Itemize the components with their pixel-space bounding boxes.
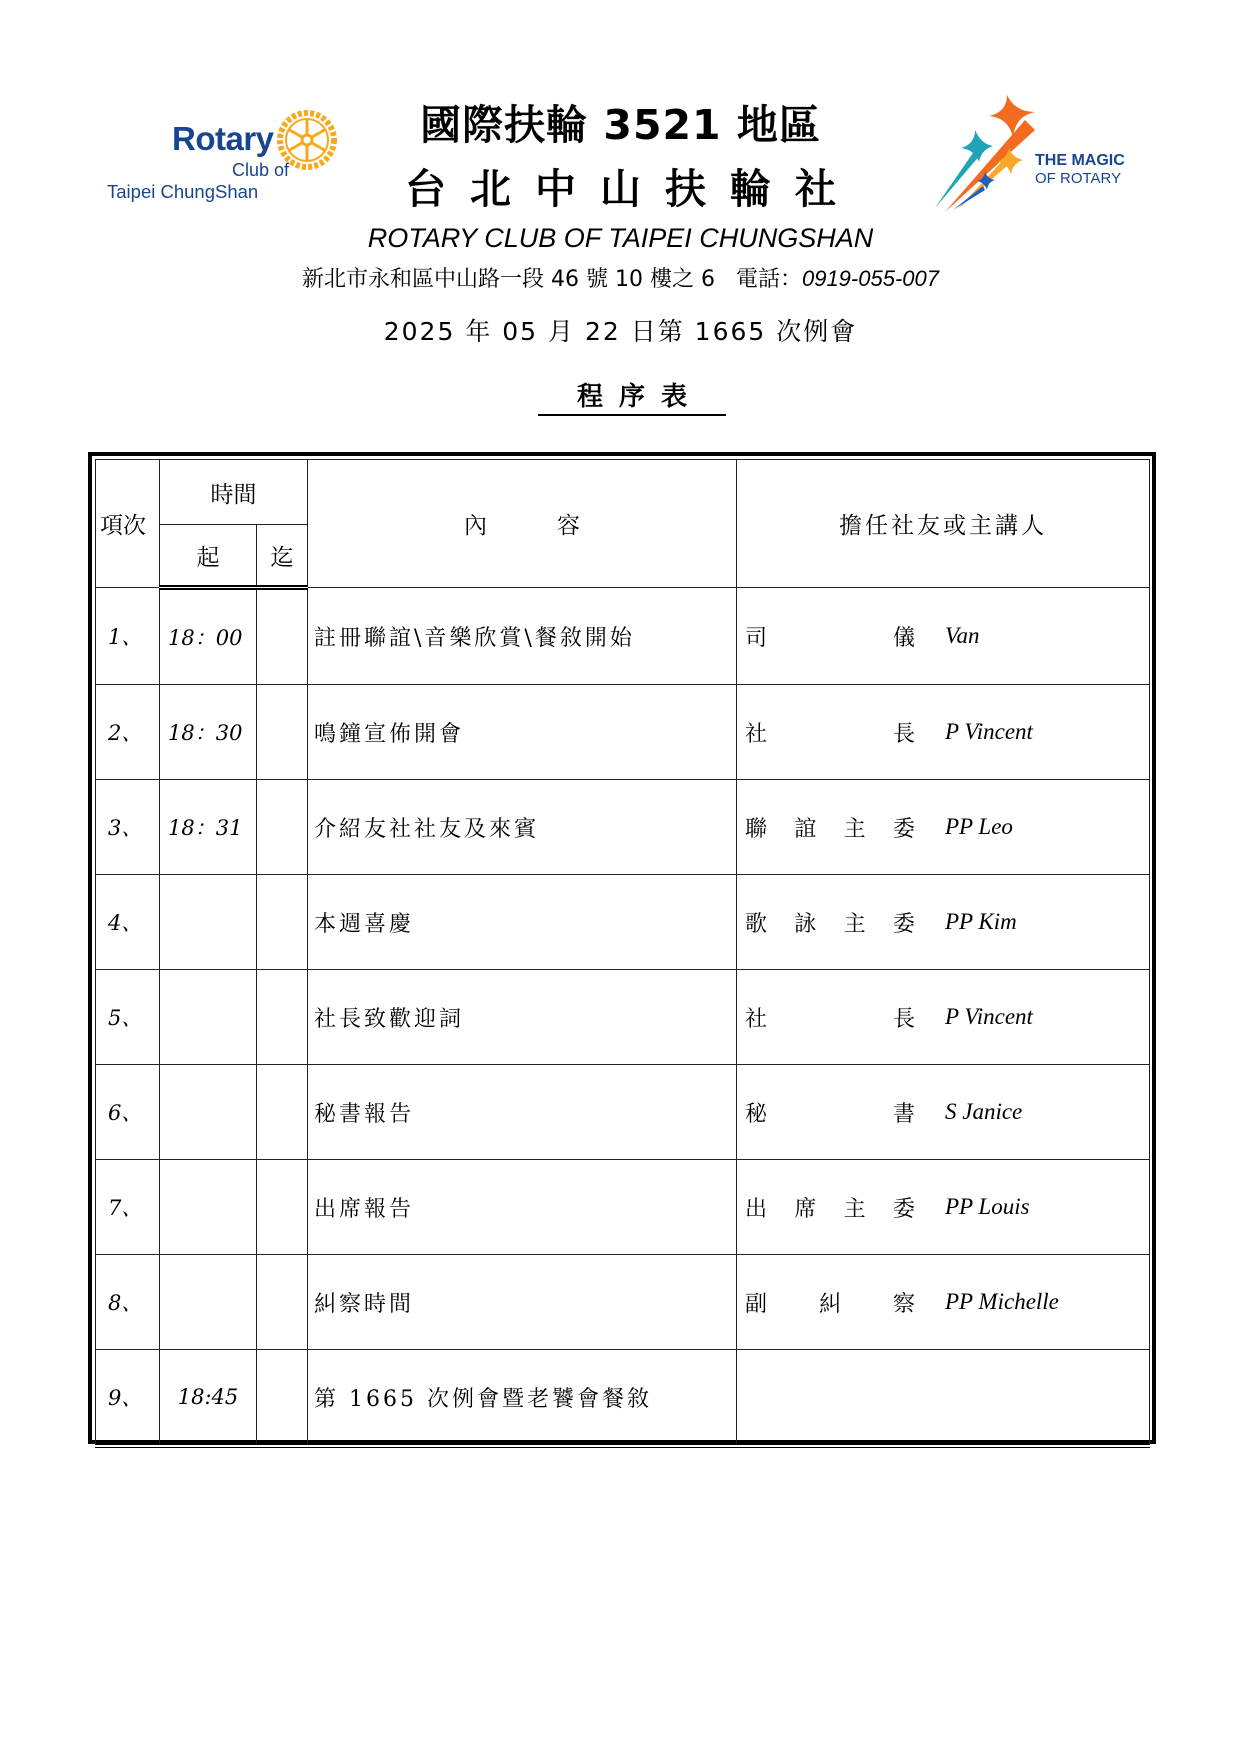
role-title-char: 委 xyxy=(892,911,915,937)
role-title-char: 出 xyxy=(745,1196,768,1222)
item-number: 9、 xyxy=(96,1350,160,1447)
phone-label: 電話： xyxy=(735,267,802,292)
item-number: 2、 xyxy=(96,685,160,780)
address-line xyxy=(0,262,1241,293)
role-title-char: 糾 xyxy=(818,1291,841,1317)
role-cell xyxy=(737,588,1150,685)
table-row xyxy=(96,970,1150,1065)
role-cell xyxy=(737,1065,1150,1160)
program-table xyxy=(95,459,1150,1448)
role-title-char: 書 xyxy=(892,1101,915,1127)
member-name: PP Louis xyxy=(945,1194,1030,1219)
role-title-char: 主 xyxy=(843,816,866,842)
table-row xyxy=(96,685,1150,780)
start-time xyxy=(160,1160,257,1255)
item-number: 7、 xyxy=(96,1160,160,1255)
role-title-char: 主 xyxy=(843,1196,866,1222)
end-time xyxy=(257,875,308,970)
role-title-char: 席 xyxy=(794,1196,817,1222)
item-number: 6、 xyxy=(96,1065,160,1160)
start-time xyxy=(160,970,257,1065)
club-title-english: ROTARY CLUB OF TAIPEI CHUNGSHAN xyxy=(367,223,874,253)
role-box xyxy=(745,621,1149,652)
role-box xyxy=(745,1002,1149,1033)
role-title-char: 長 xyxy=(892,721,915,747)
role-title xyxy=(745,1097,915,1128)
address: 新北市永和區中山路一段 46 號 10 樓之 6 xyxy=(302,267,715,292)
member-name: PP Kim xyxy=(945,909,1017,934)
table-row xyxy=(96,780,1150,875)
role-box xyxy=(745,717,1149,748)
role-cell xyxy=(737,970,1150,1065)
start-time: 18:45 xyxy=(160,1350,257,1447)
role-box xyxy=(745,1097,1149,1128)
member-name: P Vincent xyxy=(945,719,1033,744)
role-title-char: 主 xyxy=(843,911,866,937)
start-time: 18：00 xyxy=(160,588,257,685)
agenda-content: 糾察時間 xyxy=(308,1255,737,1350)
logo-magic-line2: OF ROTARY xyxy=(1035,170,1122,187)
end-time xyxy=(257,588,308,685)
header-role: 擔任社友或主講人 xyxy=(737,460,1150,588)
header-end: 迄 xyxy=(257,525,308,588)
item-number: 4、 xyxy=(96,875,160,970)
table-row xyxy=(96,875,1150,970)
role-title-char: 委 xyxy=(892,816,915,842)
role-title xyxy=(745,717,915,748)
member-name: Van xyxy=(945,623,980,648)
role-title-char: 委 xyxy=(892,1196,915,1222)
role-box xyxy=(745,1287,1149,1318)
role-title xyxy=(745,907,915,938)
agenda-content: 出席報告 xyxy=(308,1160,737,1255)
role-title-char: 社 xyxy=(745,721,768,747)
member-name: P Vincent xyxy=(945,1004,1033,1029)
start-time: 18：30 xyxy=(160,685,257,780)
role-title-char: 誼 xyxy=(794,816,817,842)
role-title-char: 社 xyxy=(745,1006,768,1032)
end-time xyxy=(257,1350,308,1447)
header-item: 項次 xyxy=(96,460,160,588)
district-title: 國際扶輪 3521 地區 xyxy=(420,101,821,149)
logo-club-name: Taipei ChungShan xyxy=(107,181,259,202)
role-cell xyxy=(737,1350,1150,1447)
role-box xyxy=(745,1192,1149,1223)
agenda-content: 介紹友社社友及來賓 xyxy=(308,780,737,875)
end-time xyxy=(257,780,308,875)
role-title xyxy=(745,621,915,652)
agenda-content: 鳴鐘宣佈開會 xyxy=(308,685,737,780)
item-number: 8、 xyxy=(96,1255,160,1350)
header-content: 內容 xyxy=(308,460,737,588)
agenda-content: 第 1665 次例會暨老饕會餐敘 xyxy=(308,1350,737,1447)
end-time xyxy=(257,1160,308,1255)
agenda-content: 社長致歡迎詞 xyxy=(308,970,737,1065)
phone-number: 0919-055-007 xyxy=(801,266,939,291)
start-time xyxy=(160,1065,257,1160)
program-title: 程序表 xyxy=(538,380,726,416)
role-cell xyxy=(737,1255,1150,1350)
end-time xyxy=(257,685,308,780)
role-title-char: 司 xyxy=(745,625,768,651)
role-title-char: 詠 xyxy=(794,911,817,937)
role-cell xyxy=(737,875,1150,970)
start-time xyxy=(160,1255,257,1350)
logo-magic-line1: THE MAGIC xyxy=(1035,152,1125,169)
end-time xyxy=(257,970,308,1065)
agenda-content: 本週喜慶 xyxy=(308,875,737,970)
start-time: 18：31 xyxy=(160,780,257,875)
member-name: PP Leo xyxy=(945,814,1013,839)
logo-club-of: Club of xyxy=(232,160,290,180)
role-box xyxy=(745,907,1149,938)
role-title-char: 儀 xyxy=(892,625,915,651)
role-title xyxy=(745,1002,915,1033)
end-time xyxy=(257,1065,308,1160)
role-title xyxy=(745,812,915,843)
role-cell xyxy=(737,685,1150,780)
role-cell xyxy=(737,1160,1150,1255)
role-title-char: 察 xyxy=(892,1291,915,1317)
role-box xyxy=(745,812,1149,843)
table-row xyxy=(96,1255,1150,1350)
role-title-char: 秘 xyxy=(745,1101,768,1127)
role-title-char: 長 xyxy=(892,1006,915,1032)
logo-rotary-word: Rotary xyxy=(172,120,274,157)
header-start: 起 xyxy=(160,525,257,588)
table-row xyxy=(96,588,1150,685)
item-number: 3、 xyxy=(96,780,160,875)
table-row xyxy=(96,1065,1150,1160)
role-title-char: 聯 xyxy=(745,816,768,842)
start-time xyxy=(160,875,257,970)
agenda-content: 註冊聯誼\音樂欣賞\餐敘開始 xyxy=(308,588,737,685)
item-number: 5、 xyxy=(96,970,160,1065)
item-number: 1、 xyxy=(96,588,160,685)
role-cell xyxy=(737,780,1150,875)
role-title-char: 副 xyxy=(745,1291,768,1317)
role-title-char: 歌 xyxy=(745,911,768,937)
role-title xyxy=(745,1287,915,1318)
end-time xyxy=(257,1255,308,1350)
table-row xyxy=(96,1350,1150,1447)
club-title: 台北中山扶輪社 xyxy=(405,165,860,213)
member-name: PP Michelle xyxy=(945,1289,1059,1314)
header-time: 時間 xyxy=(160,460,308,525)
role-title xyxy=(745,1192,915,1223)
table-row xyxy=(96,1160,1150,1255)
meeting-date-line: 2025 年 05 月 22 日第 1665 次例會 xyxy=(383,317,858,346)
member-name: S Janice xyxy=(945,1099,1023,1124)
agenda-content: 秘書報告 xyxy=(308,1065,737,1160)
